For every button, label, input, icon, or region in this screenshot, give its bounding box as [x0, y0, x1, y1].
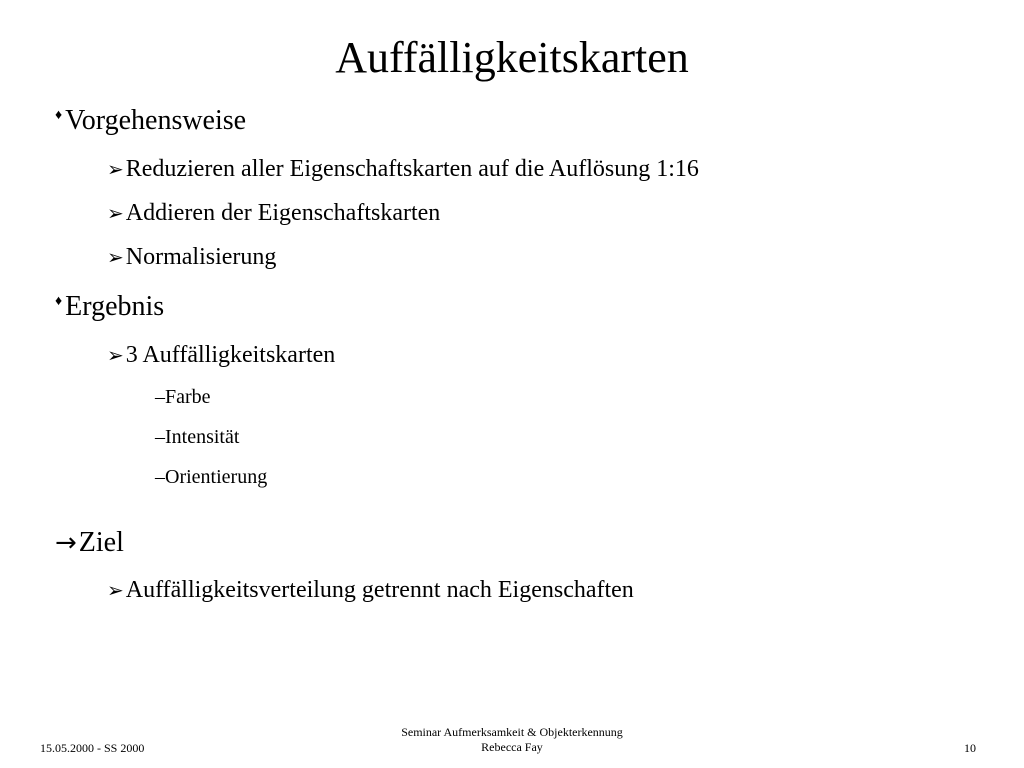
- list-item: [107, 341, 335, 370]
- sub-list-item: [155, 425, 239, 449]
- footer-center: [312, 725, 712, 755]
- list-item-text: 3 Auffälligkeitskarten: [125, 342, 336, 368]
- dash-bullet-icon: –: [155, 466, 165, 488]
- diamond-bullet-icon: ♦: [55, 294, 63, 309]
- section-ziel: [55, 527, 124, 559]
- sub-list-item-text: Farbe: [165, 386, 211, 408]
- dash-bullet-icon: –: [155, 386, 165, 408]
- section-ergebnis: [55, 291, 164, 328]
- list-item-text: Reduzieren aller Eigenschaftskarten auf die Auflösung 1:16: [125, 156, 699, 182]
- arrowhead-bullet-icon: ➢: [107, 345, 124, 367]
- sub-list-item: [155, 385, 211, 409]
- sub-list-item-text: Orientierung: [165, 466, 268, 488]
- footer-date: 15.05.2000 - SS 2000: [40, 741, 145, 755]
- list-item: [107, 199, 440, 228]
- diamond-bullet-icon: ♦: [55, 108, 63, 123]
- arrowhead-bullet-icon: ➢: [107, 203, 124, 225]
- list-item: [107, 576, 634, 605]
- arrowhead-bullet-icon: ➢: [107, 580, 124, 602]
- section-label: Ergebnis: [65, 291, 165, 322]
- section-label: Vorgehensweise: [65, 105, 247, 136]
- arrowhead-bullet-icon: ➢: [107, 247, 124, 269]
- sub-list-item-text: Intensität: [165, 426, 240, 448]
- arrowhead-bullet-icon: ➢: [107, 159, 124, 181]
- slide-title: Auffälligkeitskarten: [335, 33, 689, 82]
- sub-list-item: [155, 465, 267, 489]
- section-vorgehensweise: [55, 105, 246, 142]
- arrow-right-icon: →: [55, 528, 77, 558]
- footer-page-number: 10: [964, 741, 976, 755]
- footer-author: Rebecca Fay: [481, 740, 543, 754]
- list-item-text: Auffälligkeitsverteilung getrennt nach Eigenschaften: [125, 577, 634, 603]
- list-item-text: Addieren der Eigenschaftskarten: [125, 200, 441, 226]
- section-label: Ziel: [78, 527, 124, 558]
- list-item: [107, 243, 276, 272]
- footer-seminar: Seminar Aufmerksamkeit & Objekterkennung: [401, 725, 623, 739]
- list-item: [107, 155, 699, 184]
- dash-bullet-icon: –: [155, 426, 165, 448]
- list-item-text: Normalisierung: [125, 244, 277, 270]
